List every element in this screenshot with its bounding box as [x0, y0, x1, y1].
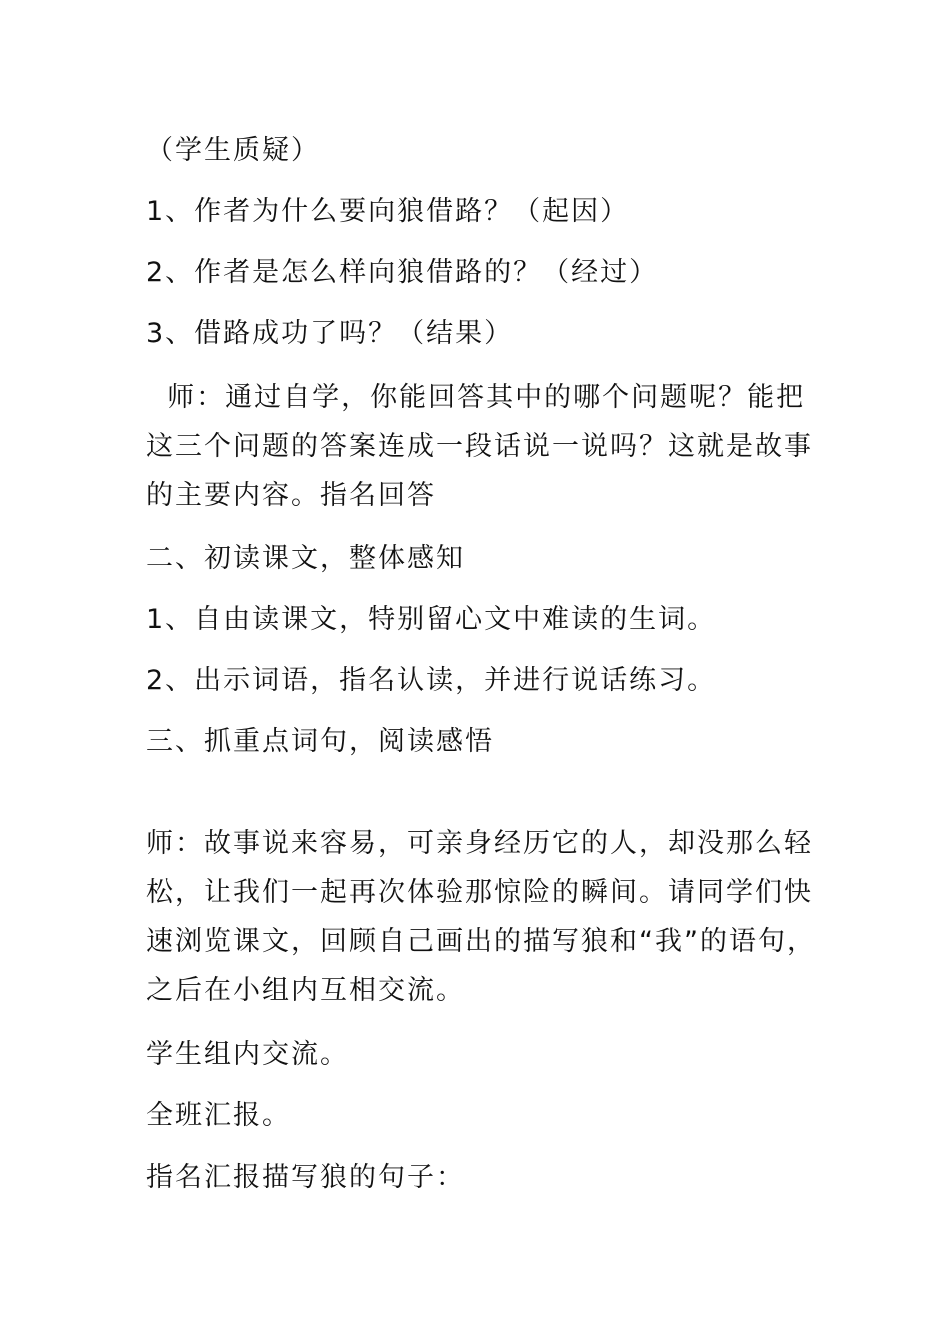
teacher-question-paragraph	[146, 373, 826, 520]
paragraph-line: 速浏览课文，回顾自己画出的描写狼和“我”的语句，	[146, 926, 816, 957]
class-report-line: 全班汇报。	[146, 1100, 291, 1131]
student-question-heading: （学生质疑）	[146, 135, 320, 166]
question-3: 3、借路成功了吗？（结果）	[146, 318, 514, 349]
wolf-sentence-report-line: 指名汇报描写狼的句子：	[146, 1162, 465, 1193]
paragraph-line: 的主要内容。指名回答	[146, 480, 436, 511]
step-1: 1、自由读课文，特别留心文中难读的生词。	[146, 604, 717, 635]
group-discussion-line: 学生组内交流。	[146, 1039, 349, 1070]
paragraph-line: 师：故事说来容易，可亲身经历它的人，却没那么轻	[146, 828, 813, 859]
paragraph-line: 之后在小组内互相交流。	[146, 975, 465, 1006]
section-heading-3: 三、抓重点词句，阅读感悟	[146, 726, 494, 757]
paragraph-line: 这三个问题的答案连成一段话说一说吗？这就是故事	[146, 431, 813, 462]
paragraph-line: 师：通过自学，你能回答其中的哪个问题呢？能把	[146, 382, 806, 413]
question-2: 2、作者是怎么样向狼借路的？（经过）	[146, 257, 659, 288]
step-2: 2、出示词语，指名认读，并进行说话练习。	[146, 665, 717, 696]
question-1: 1、作者为什么要向狼借路？（起因）	[146, 196, 630, 227]
paragraph-line: 松，让我们一起再次体验那惊险的瞬间。请同学们快	[146, 877, 813, 908]
teacher-story-paragraph	[146, 819, 826, 1015]
section-heading-2: 二、初读课文，整体感知	[146, 543, 465, 574]
